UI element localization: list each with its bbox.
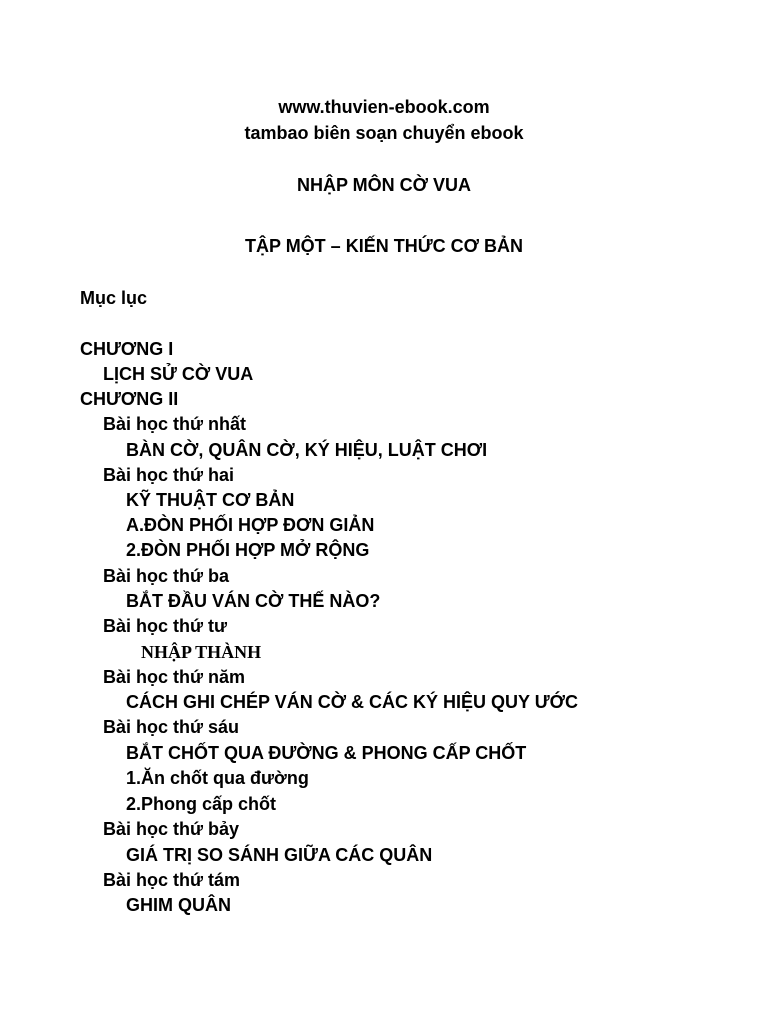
lesson-6-label: Bài học thứ sáu [103, 717, 240, 737]
lesson-3-item: BẮT ĐẦU VÁN CỜ THẾ NÀO? [126, 591, 381, 611]
lesson-7-item: GIÁ TRỊ SO SÁNH GIỮA CÁC QUÂN [126, 845, 433, 865]
lesson-5-item: CÁCH GHI CHÉP VÁN CỜ & CÁC KÝ HIỆU QUY ƯỚC [126, 692, 579, 712]
lesson-1-label: Bài học thứ nhất [103, 414, 247, 434]
lesson-2-label: Bài học thứ hai [103, 465, 235, 485]
chapter-1-label: CHƯƠNG I [80, 339, 174, 359]
lesson-8-label: Bài học thứ tám [103, 870, 241, 890]
lesson-2-item: 2.ĐÒN PHỐI HỢP MỞ RỘNG [126, 540, 370, 560]
lesson-4-label: Bài học thứ tư [103, 616, 228, 636]
lesson-6-item: 1.Ăn chốt qua đường [126, 768, 309, 788]
book-title: NHẬP MÔN CỜ VUA [296, 175, 472, 195]
volume-title: TẬP MỘT – KIẾN THỨC CƠ BẢN [245, 236, 523, 256]
lesson-8-item: GHIM QUÂN [126, 895, 231, 915]
chapter-1-title: LỊCH SỬ CỜ VUA [103, 364, 254, 384]
lesson-3-label: Bài học thứ ba [103, 566, 230, 586]
lesson-4-item: NHẬP THÀNH [141, 642, 262, 662]
lesson-6-item: 2.Phong cấp chốt [126, 794, 277, 814]
lesson-7-label: Bài học thứ bảy [103, 819, 240, 839]
lesson-2-item: KỸ THUẬT CƠ BẢN [126, 490, 295, 510]
lesson-6-item: BẮT CHỐT QUA ĐƯỜNG & PHONG CẤP CHỐT [126, 743, 527, 763]
lesson-2-item: A.ĐÒN PHỐI HỢP ĐƠN GIẢN [126, 515, 375, 535]
chapter-2-label: CHƯƠNG II [80, 389, 179, 409]
toc-heading: Mục lục [80, 288, 148, 308]
credit-line: tambao biên soạn chuyển ebook [244, 123, 524, 143]
website-line: www.thuvien-ebook.com [278, 97, 490, 117]
lesson-1-item: BÀN CỜ, QUÂN CỜ, KÝ HIỆU, LUẬT CHƠI [126, 440, 488, 460]
lesson-5-label: Bài học thứ năm [103, 667, 246, 687]
